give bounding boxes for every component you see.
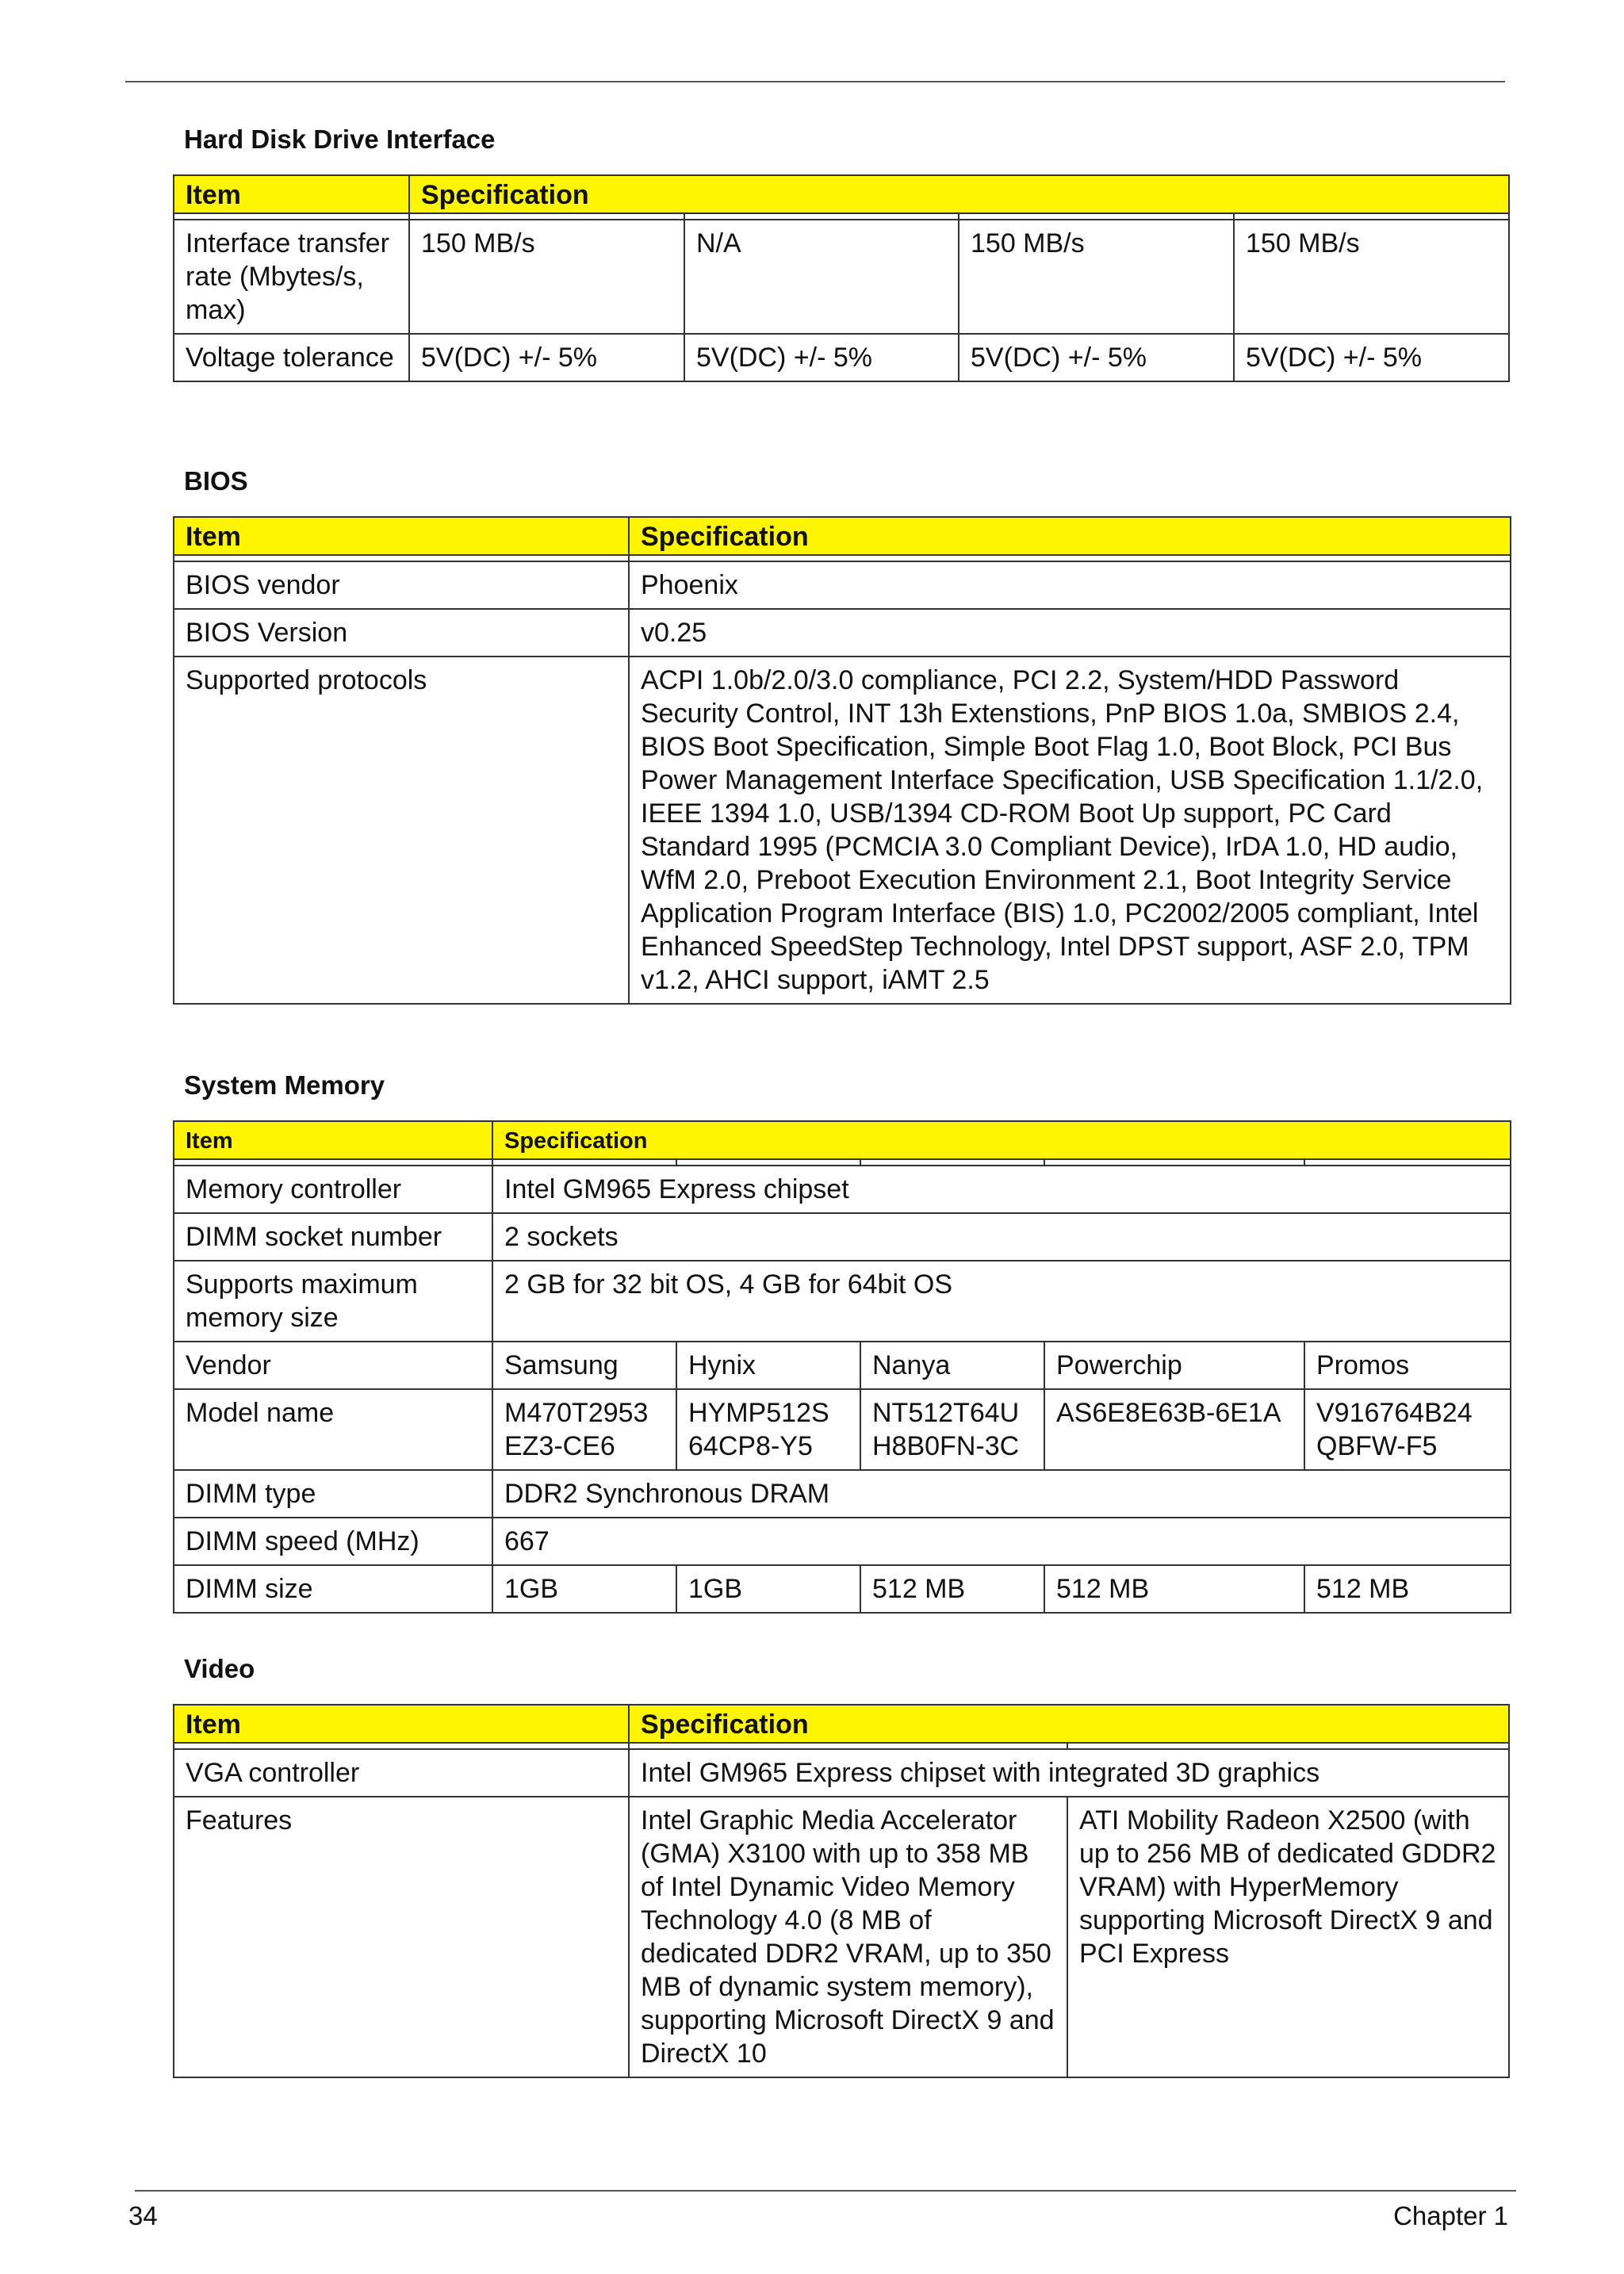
top-rule (125, 81, 1505, 82)
bios-value: v0.25 (629, 609, 1511, 657)
video-item-label: Features (174, 1797, 629, 2077)
video-spec-table (173, 1704, 1510, 2078)
table-row (174, 1518, 1511, 1565)
memory-item-label: Supports maximum memory size (174, 1261, 492, 1342)
memory-model: M470T2953 EZ3-CE6 (492, 1389, 676, 1470)
memory-vendor: Nanya (860, 1342, 1044, 1389)
bios-header-item: Item (174, 517, 629, 555)
hdd-value: 5V(DC) +/- 5% (959, 334, 1234, 381)
memory-value: 2 sockets (492, 1213, 1511, 1261)
memory-vendor: Promos (1304, 1342, 1511, 1389)
table-row (174, 561, 1511, 609)
bios-value: Phoenix (629, 561, 1511, 609)
memory-vendor: Samsung (492, 1342, 676, 1389)
footer-rule (135, 2190, 1516, 2192)
table-row (174, 1389, 1511, 1470)
bios-section-title: BIOS (184, 466, 248, 496)
bios-value: ACPI 1.0b/2.0/3.0 compliance, PCI 2.2, System/HDD Password Security Control, INT 13h Extenstions, PnP BIOS 1.0a, SMBIOS 2.4, BIOS Boot Specification, Simple Boot Flag 1.0, Boot Block, PCI Bus Power Management Interface Specification, USB Specification 1.1/2.0, IEEE 1394 1.0, USB/1394 CD-ROM Boot Up support, PC Card Standard 1995 (PCMCIA 3.0 Compliant Device), IrDA 1.0, HD audio, WfM 2.0, Preboot Execution Environment 2.1, Boot Integrity Service Application Program Interface (BIS) 1.0, PC2002/2005 compliant, Intel Enhanced SpeedStep Technology, Intel DPST support, ASF 2.0, TPM v1.2, AHCI support, iAMT 2.5 (629, 657, 1511, 1004)
memory-value: DDR2 Synchronous DRAM (492, 1470, 1511, 1518)
hdd-value: 5V(DC) +/- 5% (409, 334, 684, 381)
memory-item-label: DIMM type (174, 1470, 492, 1518)
memory-item-label: DIMM socket number (174, 1213, 492, 1261)
bios-header-row (174, 517, 1511, 555)
bios-item-label: Supported protocols (174, 657, 629, 1004)
memory-header-row (174, 1121, 1511, 1159)
memory-item-label: DIMM size (174, 1565, 492, 1613)
hdd-value: 5V(DC) +/- 5% (684, 334, 959, 381)
hdd-value: N/A (684, 220, 959, 334)
memory-model: V916764B24 QBFW-F5 (1304, 1389, 1511, 1470)
hdd-header-item: Item (174, 175, 409, 213)
memory-size: 1GB (492, 1565, 676, 1613)
video-value: Intel GM965 Express chipset with integrated 3D graphics (629, 1749, 1509, 1797)
video-section-title: Video (184, 1654, 255, 1683)
memory-model: AS6E8E63B-6E1A (1044, 1389, 1304, 1470)
table-row (174, 1797, 1509, 2077)
memory-vendor: Powerchip (1044, 1342, 1304, 1389)
memory-size: 512 MB (1044, 1565, 1304, 1613)
hdd-value: 150 MB/s (409, 220, 684, 334)
hdd-header-spec: Specification (409, 175, 1509, 213)
video-item-label: VGA controller (174, 1749, 629, 1797)
bios-item-label: BIOS vendor (174, 561, 629, 609)
video-feature: ATI Mobility Radeon X2500 (with up to 256 MB of dedicated GDDR2 VRAM) with HyperMemory supporting Microsoft DirectX 9 and PCI Express (1067, 1797, 1509, 2077)
hdd-value: 150 MB/s (1234, 220, 1509, 334)
memory-item-label: Vendor (174, 1342, 492, 1389)
memory-section-title: System Memory (184, 1070, 385, 1100)
memory-model: HYMP512S 64CP8-Y5 (676, 1389, 860, 1470)
table-row (174, 657, 1511, 1004)
table-row (174, 609, 1511, 657)
hdd-value: 5V(DC) +/- 5% (1234, 334, 1509, 381)
memory-value: Intel GM965 Express chipset (492, 1166, 1511, 1213)
table-row (174, 1565, 1511, 1613)
table-row (174, 1470, 1511, 1518)
table-row (174, 334, 1509, 381)
memory-size: 512 MB (1304, 1565, 1511, 1613)
chapter-label: Chapter 1 (1393, 2201, 1508, 2230)
hdd-spec-table (173, 174, 1510, 382)
memory-item-label: Memory controller (174, 1166, 492, 1213)
hdd-header-row (174, 175, 1509, 213)
hdd-item-label: Interface transfer rate (Mbytes/s, max) (174, 220, 409, 334)
hdd-value: 150 MB/s (959, 220, 1234, 334)
memory-model: NT512T64U H8B0FN-3C (860, 1389, 1044, 1470)
table-row (174, 1213, 1511, 1261)
bios-item-label: BIOS Version (174, 609, 629, 657)
hdd-item-label: Voltage tolerance (174, 334, 409, 381)
bios-header-spec: Specification (629, 517, 1511, 555)
bios-spec-table (173, 516, 1511, 1005)
memory-header-spec: Specification (492, 1121, 1511, 1159)
memory-vendor: Hynix (676, 1342, 860, 1389)
memory-item-label: Model name (174, 1389, 492, 1470)
memory-size: 512 MB (860, 1565, 1044, 1613)
table-row (174, 1261, 1511, 1342)
memory-value: 2 GB for 32 bit OS, 4 GB for 64bit OS (492, 1261, 1511, 1342)
table-row (174, 1749, 1509, 1797)
table-row (174, 220, 1509, 334)
video-header-item: Item (174, 1705, 629, 1743)
table-row (174, 1166, 1511, 1213)
memory-size: 1GB (676, 1565, 860, 1613)
table-row (174, 1342, 1511, 1389)
memory-item-label: DIMM speed (MHz) (174, 1518, 492, 1565)
memory-spec-table (173, 1120, 1511, 1614)
hdd-section-title: Hard Disk Drive Interface (184, 124, 496, 154)
video-feature: Intel Graphic Media Accelerator (GMA) X3100 with up to 358 MB of Intel Dynamic Video Memory Technology 4.0 (8 MB of dedicated DDR2 VRAM, up to 350 MB of dynamic system memory), supporting Microsoft DirectX 9 and DirectX 10 (629, 1797, 1067, 2077)
video-header-row (174, 1705, 1509, 1743)
memory-value: 667 (492, 1518, 1511, 1565)
video-header-spec: Specification (629, 1705, 1509, 1743)
memory-header-item: Item (174, 1121, 492, 1159)
page-number: 34 (128, 2201, 158, 2230)
